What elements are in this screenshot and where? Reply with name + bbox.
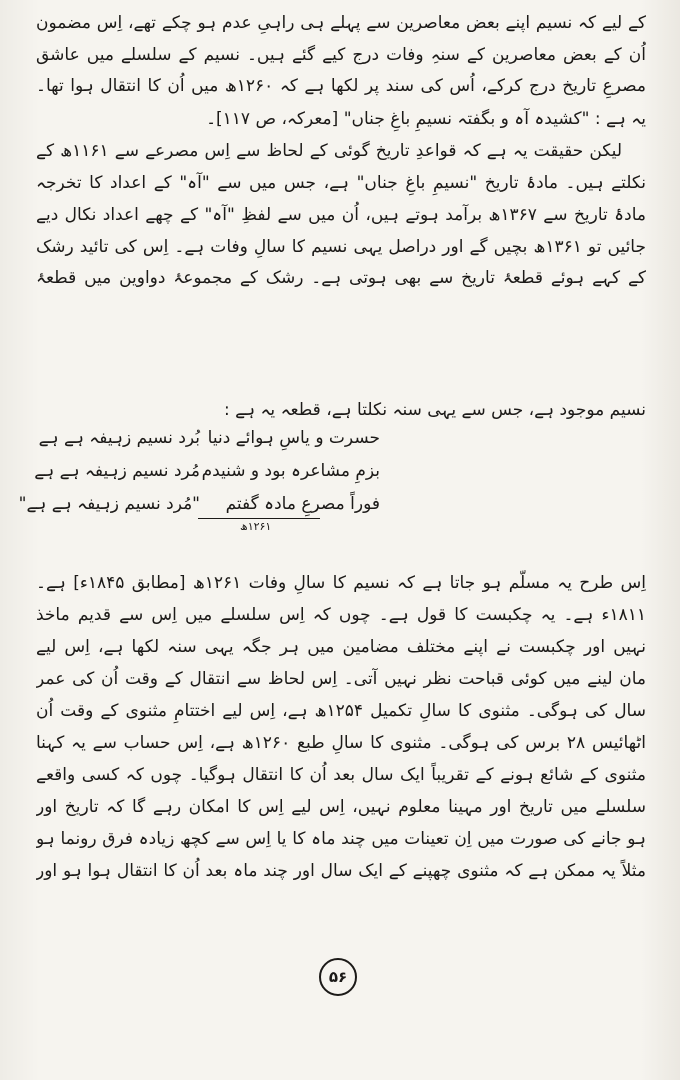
page-number: ۵۶ xyxy=(319,958,357,996)
text-line: نکلتے ہیں۔ مادۂ تاریخ "نسیمِ باغِ جناں" ہے، جس میں سے "آہ" کے اعداد کا تخرجہ xyxy=(36,173,646,193)
text-line: نسیم موجود ہے، جس سے یہی سنہ نکلتا ہے، قطعہ یہ ہے : xyxy=(224,400,646,420)
text-line: ۱۸۱۱ء ہے۔ یہ چکبست کا قول ہے۔ چوں کہ اِس سلسلے میں اِس سے قدیم ماخذ xyxy=(36,605,646,625)
text-line: اِس طرح یہ مسلّم ہو جاتا ہے کہ نسیم کا سالِ وفات ۱۲۶۱ھ [مطابق ۱۸۴۵ء] ہے۔ xyxy=(36,573,646,593)
text-line: اُن کے بعض معاصرین کے سنہِ وفات درج کیے گئے ہیں۔ نسیم کے سلسلے میں عاشق xyxy=(36,45,646,65)
text-line: سلسلے میں تاریخ اور مہینا معلوم نہیں، اِس لیے اِس کا امکان رہے گا کہ تاریخ اور xyxy=(36,797,646,817)
text-line: مثلاً یہ ممکن ہے کہ مثنوی چھپنے کے ایک سال اور چند ماہ بعد اُن کا انتقال ہوا ہو اور xyxy=(36,861,646,881)
text-line: یہ ہے : "کشیدہ آہ و بگفتہ نسیمِ باغِ جناں" [معرکہ، ص ۱۱۷]۔ xyxy=(206,109,646,129)
verse-year: ۱۲۶۱ھ xyxy=(240,520,272,533)
text-line: اٹھائیس ۲۸ برس کی ہوگی۔ مثنوی کا سالِ طبع ۱۲۶۰ھ ہے، اِس حساب سے یہ کہنا xyxy=(36,733,646,753)
text-line: کے لیے کہ نسیم اپنے بعض معاصرین سے پہلے ہی راہیِ عدم ہو چکے تھے، اِس مضمون xyxy=(36,13,646,33)
verse-first-half: بزمِ مشاعرہ بود و شنیدم xyxy=(201,461,380,481)
verse-second-half: مُرد نسیم زہیفہ ہے ہے xyxy=(34,461,200,481)
verse-second-half: بُرد نسیم زہیفہ ہے ہے xyxy=(38,428,200,448)
text-line: لیکن حقیقت یہ ہے کہ قواعدِ تاریخ گوئی کے لحاظ سے اِس مصرعے سے ۱۱۶۱ھ کے xyxy=(36,141,622,161)
verse-first-half: حسرت و یاسِ ہوائے دنیا xyxy=(207,428,380,448)
text-line: سال کی ہوگی۔ مثنوی کا سالِ تکمیل ۱۲۵۴ھ ہے، اِس لیے اختتامِ مثنوی کے وقت اُن xyxy=(36,701,646,721)
verse-second-half: "مُرد نسیم زہیفہ ہے ہے" xyxy=(18,494,200,514)
text-line: مادۂ تاریخ سے ۱۳۶۷ھ برآمد ہوتے ہیں، اُن میں سے لفظِ "آہ" کے چھے اعداد نکال دیے xyxy=(36,205,646,225)
text-line: کے کہے ہوئے قطعۂ تاریخ سے بھی ہوتی ہے۔ رشک کے مجموعۂ دواوین میں قطعۂ xyxy=(36,268,646,288)
verse-first-half: فوراً مصرعِ مادہ گفتم xyxy=(225,494,380,514)
text-line: جائیں تو ۱۳۶۱ھ بچیں گے اور دراصل یہی نسیم کا سالِ وفات ہے۔ اِس کی تائید رشک xyxy=(36,237,646,257)
text-line: مصرعِ تاریخ درج کرکے، اُس کی سند پر لکھا ہے کہ ۱۲۶۰ھ میں اُن کا انتقال ہوا تھا۔ xyxy=(36,76,646,96)
text-line: مثنوی کے شائع ہونے کے تقریباً ایک سال بعد اُن کا انتقال ہوگیا۔ چوں کہ کسی واقعے xyxy=(36,765,646,785)
verse-underline xyxy=(198,518,320,519)
text-line: نہیں اور چکبست نے اپنے مختلف مضامین میں ہر جگہ یہی سنہ لکھا ہے، اِس لیے xyxy=(36,637,646,657)
text-line: مان لینے میں کوئی قباحت نظر نہیں آتی۔ اِس لحاظ سے انتقال کے وقت اُن کی عمر xyxy=(36,669,646,689)
text-line: ہو جانے کی صورت میں اِن تعینات میں چند ماہ کا یا اِس سے کچھ زیادہ فرق رونما ہو xyxy=(36,829,646,849)
